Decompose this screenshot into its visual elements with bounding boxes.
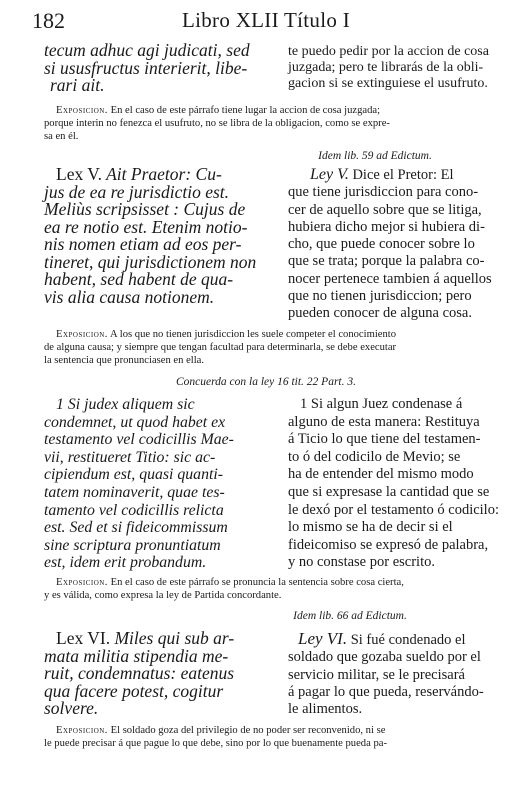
exposicion-label: Exposicion. — [56, 105, 108, 116]
ley-vi-spanish: Ley VI. Si fué condenado el soldado que gozaba sueldo por el servicio militar, se le precisará á pagar lo que pueda, reservándo- le alimentos. — [288, 629, 484, 718]
exposicion-2: Exposicion. A los que no tienen jurisdiccion les suele competer el conocimiento de alguna causa; y siempre que tengan facultad para determinarla, se debe executar la sentencia que pronunciasen en ella. — [44, 329, 397, 366]
exposicion-label: Exposicion. — [56, 329, 108, 340]
section-1-spanish: 1 Si algun Juez condenase á alguno de esta manera: Restituya á Ticio lo que tiene del testamen- to ó del codicilo de Mevio; se ha de entender del mismo modo que si expresase la cantidad que se le dexó por el testamento ó codicilo: lo mismo se ha de decir si el fideicomiso se expresó de palabra, y no constase por escrito. — [288, 396, 499, 571]
reference-line-3: Idem lib. 66 ad Edictum. — [293, 610, 407, 622]
ley-vi-title: Ley VI. — [298, 629, 348, 648]
lex-vi-title: Lex VI. — [56, 628, 111, 648]
exposicion-3: Exposicion. En el caso de este párrafo se pronuncia la sentencia sobre cosa cierta, y es válida, como expresa la ley de Partida concordante. — [44, 577, 404, 601]
page-number: 182 — [32, 8, 65, 33]
ley-v-title: Ley V. — [310, 166, 349, 183]
exposicion-1: Exposicion. En el caso de este párrafo tiene lugar la accion de cosa juzgada; porque interin no fenezca el usufruto, no se libra de la obligacion, como se expre- sa en él. — [44, 105, 390, 142]
spanish-continuation: te puedo pedir por la accion de cosa juzgada; pero te librarás de la obli- gacion si se extinguiese el usufruto. — [288, 44, 489, 92]
page-header — [30, 8, 502, 34]
reference-line-2: Concuerda con la ley 16 tit. 22 Part. 3. — [175, 376, 357, 388]
ley-v-spanish: Ley V. Dice el Pretor: El que tiene jurisdiccion para cono- cer de aquello sobre que se litiga, hubiera dicho mejor si hubiera di- cho, que puede conocer sobre lo que se trata; porque la palabra co- nocer pertenece tambien á aquellos que no tienen jurisdiccion; pero pueden conocer de alguna cosa. — [288, 166, 492, 322]
latin-continuation: tecum adhuc agi judicati, sed si ususfructus interierit, libe- rari ait. — [44, 40, 250, 95]
lex-vi-latin: Lex VI. Miles qui sub ar- mata militia stipendia me- ruit, condemnatus: eatenus qua facere potest, cogitur solvere. — [44, 628, 235, 718]
lex-v-title: Lex V. — [56, 164, 103, 184]
exposicion-4: Exposicion. El soldado goza del privilegio de no poder ser reconvenido, ni se le puede precisar á que pague lo que debe, sino por lo que buenamente pueda pa- — [44, 725, 387, 749]
exposicion-label: Exposicion. — [56, 725, 108, 736]
section-1-latin: 1 Si judex aliquem sic condemnet, ut quod habet ex testamento vel codicillis Mae- vii, restitueret Titio: sic ac- cipiendum est, quasi quanti- tatem nominaverit, quae tes- tamento vel codicillis relicta est. Sed et si fideicommissum sine scriptura pronuntiatum est, idem erit probandum. — [44, 396, 234, 572]
exposicion-label: Exposicion. — [56, 577, 108, 588]
reference-line-1: Idem lib. 59 ad Edictum. — [318, 150, 432, 162]
lex-v-latin: Lex V. Ait Praetor: Cu- jus de ea re jurisdictio est. Meliùs scripsisset : Cujus de ea re notio est. Etenim notio- nis nomen etiam ad eos per- tineret, qui jurisdictionem non habent, sed habent de qua- vis alia causa notionem. — [44, 164, 257, 307]
running-title: Libro XLII Título I — [181, 8, 351, 32]
